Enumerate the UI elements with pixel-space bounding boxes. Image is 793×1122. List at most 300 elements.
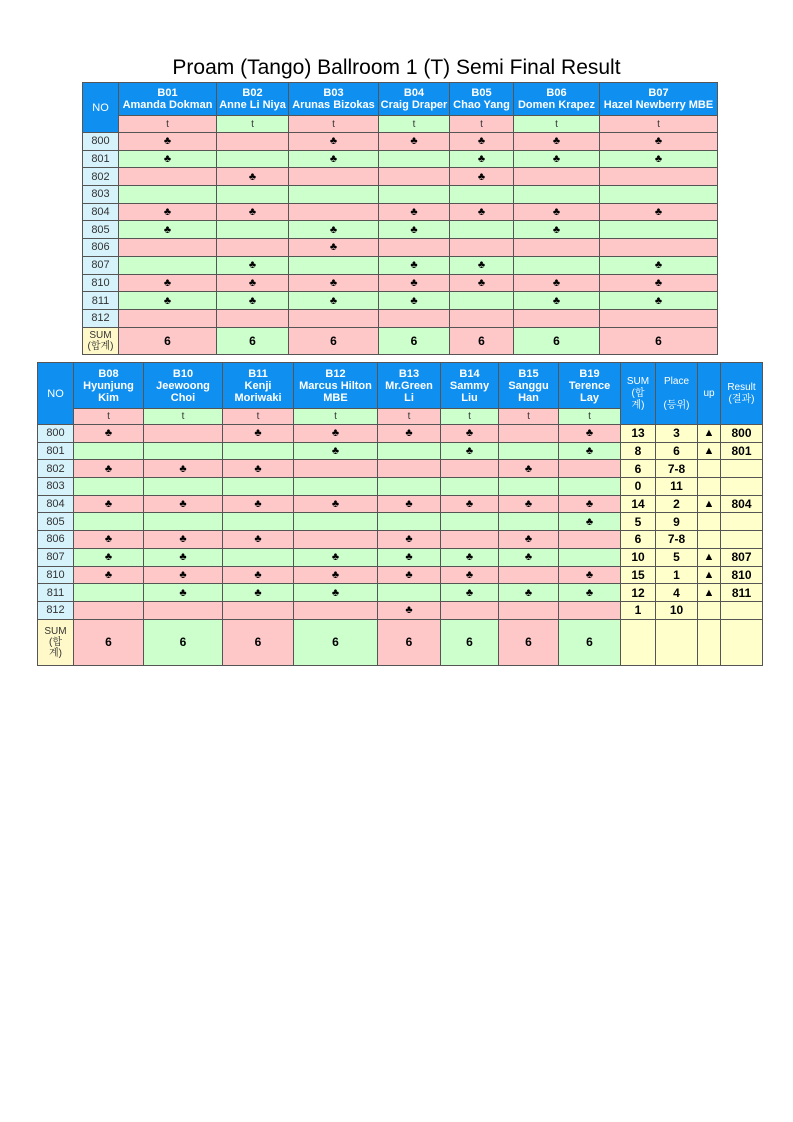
mark-cell: ♣	[294, 425, 378, 443]
result-result: 804	[721, 495, 763, 513]
mark-cell	[378, 442, 441, 460]
judge-code: B13	[398, 367, 420, 380]
result-place: 5	[656, 548, 698, 566]
dance-label: t	[144, 409, 223, 425]
row-number: 812	[38, 601, 74, 619]
judge-name: Amanda Dokman	[122, 99, 213, 111]
mark-cell	[119, 309, 217, 327]
mark-cell: ♣	[289, 274, 379, 292]
mark-cell: ♣	[294, 442, 378, 460]
mark-cell	[294, 513, 378, 531]
table-row	[38, 513, 763, 531]
mark-cell	[119, 186, 217, 204]
row-number: 803	[83, 186, 119, 204]
row-number: 811	[83, 292, 119, 310]
mark-cell	[294, 531, 378, 549]
table-row	[83, 292, 718, 310]
row-number: 804	[83, 203, 119, 221]
judge-name: Domen Krapez	[517, 99, 596, 111]
mark-cell	[217, 186, 289, 204]
mark-cell	[223, 513, 294, 531]
mark-cell	[559, 601, 621, 619]
mark-cell	[600, 186, 718, 204]
table-row	[38, 531, 763, 549]
result-up	[698, 478, 721, 496]
mark-cell	[559, 548, 621, 566]
mark-cell: ♣	[441, 584, 499, 602]
mark-cell: ♣	[119, 292, 217, 310]
dance-label: t	[74, 409, 144, 425]
mark-cell	[217, 133, 289, 151]
results-table-top	[82, 82, 718, 355]
dance-label: t	[600, 116, 718, 133]
row-number: 807	[38, 548, 74, 566]
judge-sum: 6	[294, 619, 378, 665]
mark-cell: ♣	[514, 133, 600, 151]
mark-cell: ♣	[74, 460, 144, 478]
row-number: 810	[38, 566, 74, 584]
judge-sum: 6	[217, 327, 289, 354]
mark-cell: ♣	[223, 425, 294, 443]
table-row	[38, 601, 763, 619]
mark-cell: ♣	[144, 548, 223, 566]
mark-cell	[514, 309, 600, 327]
mark-cell: ♣	[223, 584, 294, 602]
mark-cell	[450, 292, 514, 310]
result-up: ▲	[698, 548, 721, 566]
result-sum: 10	[621, 548, 656, 566]
table-row	[83, 150, 718, 168]
table-row	[38, 495, 763, 513]
mark-cell: ♣	[294, 495, 378, 513]
mark-cell	[289, 186, 379, 204]
mark-cell: ♣	[559, 442, 621, 460]
table-row	[38, 566, 763, 584]
mark-cell	[217, 221, 289, 239]
result-sum: 8	[621, 442, 656, 460]
results-table-bottom	[37, 362, 763, 666]
judge-sum: 6	[289, 327, 379, 354]
up-header: up	[698, 363, 721, 425]
judge-sum: 6	[441, 619, 499, 665]
mark-cell	[499, 513, 559, 531]
mark-cell: ♣	[450, 203, 514, 221]
header-line: Place	[663, 375, 689, 387]
row-number: 800	[83, 133, 119, 151]
dance-label: t	[499, 409, 559, 425]
mark-cell	[378, 584, 441, 602]
dance-label: t	[514, 116, 600, 133]
judge-name: Lay	[580, 391, 599, 404]
mark-cell: ♣	[289, 292, 379, 310]
mark-cell: ♣	[223, 460, 294, 478]
mark-cell: ♣	[378, 425, 441, 443]
result-result	[721, 513, 763, 531]
header-line: (합	[49, 636, 62, 648]
sum-label	[38, 619, 74, 665]
judge-sum: 6	[74, 619, 144, 665]
mark-cell: ♣	[74, 548, 144, 566]
header-line: (합계)	[87, 340, 114, 352]
judge-name: Choi	[170, 391, 196, 404]
judge-header-b14	[441, 363, 499, 409]
judge-header-b19	[559, 363, 621, 409]
mark-cell	[499, 566, 559, 584]
judge-header-b10	[144, 363, 223, 409]
judge-header-b04	[379, 83, 450, 116]
dance-label: t	[217, 116, 289, 133]
judge-header-b08	[74, 363, 144, 409]
judge-sum: 6	[499, 619, 559, 665]
mark-cell	[217, 239, 289, 257]
judge-code: B14	[459, 367, 480, 380]
row-number: 812	[83, 309, 119, 327]
judge-code: B03	[323, 87, 344, 99]
judge-header-b03	[289, 83, 379, 116]
mark-cell: ♣	[294, 548, 378, 566]
mark-cell: ♣	[144, 566, 223, 584]
judge-header-b06	[514, 83, 600, 116]
mark-cell	[600, 168, 718, 186]
result-up	[698, 531, 721, 549]
judge-header-row	[83, 83, 718, 116]
mark-cell	[289, 168, 379, 186]
table-row	[83, 274, 718, 292]
judge-code: B15	[518, 367, 539, 380]
judge-name: Li	[404, 391, 414, 404]
mark-cell	[379, 309, 450, 327]
mark-cell: ♣	[600, 150, 718, 168]
dance-label: t	[289, 116, 379, 133]
result-sum: 13	[621, 425, 656, 443]
mark-cell	[514, 168, 600, 186]
mark-cell: ♣	[379, 221, 450, 239]
result-empty	[721, 619, 763, 665]
mark-cell: ♣	[499, 460, 559, 478]
result-sum: 6	[621, 460, 656, 478]
mark-cell	[144, 425, 223, 443]
mark-cell: ♣	[217, 256, 289, 274]
judge-code: B05	[471, 87, 492, 99]
sum-row	[83, 327, 718, 354]
judge-header-b12	[294, 363, 378, 409]
mark-cell	[217, 150, 289, 168]
result-result	[721, 460, 763, 478]
mark-cell	[223, 442, 294, 460]
result-up	[698, 601, 721, 619]
judge-code: B08	[98, 367, 119, 380]
row-number: 811	[38, 584, 74, 602]
result-place: 7-8	[656, 531, 698, 549]
header-line: (결과)	[728, 393, 755, 405]
judge-sum: 6	[144, 619, 223, 665]
table-row	[83, 239, 718, 257]
judge-name: Han	[518, 391, 539, 404]
mark-cell: ♣	[499, 548, 559, 566]
mark-cell: ♣	[499, 584, 559, 602]
mark-cell: ♣	[223, 531, 294, 549]
result-result	[721, 601, 763, 619]
mark-cell	[74, 442, 144, 460]
judge-name: Chao Yang	[453, 99, 510, 111]
judge-header-b11	[223, 363, 294, 409]
result-place: 7-8	[656, 460, 698, 478]
row-number: 803	[38, 478, 74, 496]
header-line: (합	[631, 387, 645, 399]
row-number: 810	[83, 274, 119, 292]
row-number: 805	[38, 513, 74, 531]
judge-name: Terence	[568, 379, 611, 392]
mark-cell	[379, 150, 450, 168]
result-result: 801	[721, 442, 763, 460]
result-result	[721, 531, 763, 549]
table-row	[83, 133, 718, 151]
result-up: ▲	[698, 495, 721, 513]
mark-cell: ♣	[514, 203, 600, 221]
result-up	[698, 513, 721, 531]
judge-header-row	[38, 363, 763, 409]
mark-cell	[559, 531, 621, 549]
mark-cell: ♣	[144, 531, 223, 549]
row-number: 807	[83, 256, 119, 274]
mark-cell	[499, 425, 559, 443]
mark-cell	[441, 601, 499, 619]
mark-cell	[223, 478, 294, 496]
row-number: 806	[38, 531, 74, 549]
mark-cell	[600, 221, 718, 239]
mark-cell	[600, 309, 718, 327]
mark-cell	[119, 256, 217, 274]
table-row	[38, 460, 763, 478]
mark-cell	[74, 513, 144, 531]
mark-cell	[514, 186, 600, 204]
mark-cell	[379, 239, 450, 257]
row-number: 805	[83, 221, 119, 239]
mark-cell	[289, 256, 379, 274]
mark-cell: ♣	[514, 292, 600, 310]
table-row	[83, 203, 718, 221]
result-place: 1	[656, 566, 698, 584]
table-row	[83, 168, 718, 186]
header-line: SUM	[44, 625, 67, 637]
judge-header-b13	[378, 363, 441, 409]
mark-cell: ♣	[294, 584, 378, 602]
judge-name: Sanggu	[508, 379, 549, 392]
judge-code: B07	[648, 87, 669, 99]
mark-cell: ♣	[514, 221, 600, 239]
result-result: 807	[721, 548, 763, 566]
judge-name: Jeewoong	[156, 379, 210, 392]
table-row	[83, 309, 718, 327]
row-number: 804	[38, 495, 74, 513]
judge-sum: 6	[600, 327, 718, 354]
mark-cell	[514, 256, 600, 274]
header-line: Result	[727, 381, 756, 393]
mark-cell: ♣	[514, 274, 600, 292]
judge-header-b05	[450, 83, 514, 116]
mark-cell	[499, 601, 559, 619]
row-number: 806	[83, 239, 119, 257]
judge-code: B02	[242, 87, 263, 99]
mark-cell	[499, 442, 559, 460]
mark-cell: ♣	[74, 566, 144, 584]
mark-cell: ♣	[119, 133, 217, 151]
judge-name: Sammy	[449, 379, 490, 392]
mark-cell: ♣	[217, 203, 289, 221]
mark-cell: ♣	[378, 495, 441, 513]
mark-cell	[450, 221, 514, 239]
mark-cell	[119, 239, 217, 257]
row-number: 801	[38, 442, 74, 460]
table-row	[38, 548, 763, 566]
mark-cell	[441, 531, 499, 549]
table-row	[38, 425, 763, 443]
mark-cell: ♣	[223, 495, 294, 513]
mark-cell	[74, 601, 144, 619]
result-up	[698, 460, 721, 478]
table-row	[38, 478, 763, 496]
mark-cell: ♣	[378, 548, 441, 566]
judge-code: B06	[546, 87, 567, 99]
mark-cell: ♣	[144, 460, 223, 478]
mark-cell: ♣	[450, 150, 514, 168]
dance-label: t	[378, 409, 441, 425]
result-place: 3	[656, 425, 698, 443]
mark-cell	[600, 239, 718, 257]
mark-cell: ♣	[559, 566, 621, 584]
mark-cell: ♣	[289, 150, 379, 168]
result-place: 9	[656, 513, 698, 531]
mark-cell: ♣	[289, 239, 379, 257]
row-number: 801	[83, 150, 119, 168]
mark-cell: ♣	[600, 292, 718, 310]
mark-cell	[441, 513, 499, 531]
mark-cell: ♣	[379, 292, 450, 310]
result-header	[721, 363, 763, 425]
result-result	[721, 478, 763, 496]
mark-cell: ♣	[600, 203, 718, 221]
judge-code: B19	[579, 367, 600, 380]
sum-row	[38, 619, 763, 665]
mark-cell	[119, 168, 217, 186]
judge-name: Hazel Newberry MBE	[603, 99, 714, 111]
dance-label: t	[441, 409, 499, 425]
row-number: 802	[83, 168, 119, 186]
judge-name: Anne Li Niya	[219, 99, 286, 111]
dance-row	[83, 116, 718, 133]
mark-cell	[559, 478, 621, 496]
result-place: 10	[656, 601, 698, 619]
table-row	[83, 186, 718, 204]
mark-cell: ♣	[144, 584, 223, 602]
header-line: 계)	[49, 647, 62, 659]
result-empty	[621, 619, 656, 665]
mark-cell: ♣	[450, 274, 514, 292]
judge-sum: 6	[450, 327, 514, 354]
mark-cell	[559, 460, 621, 478]
mark-cell: ♣	[441, 442, 499, 460]
mark-cell	[441, 478, 499, 496]
judge-sum: 6	[378, 619, 441, 665]
mark-cell	[514, 239, 600, 257]
mark-cell: ♣	[379, 274, 450, 292]
dance-label: t	[119, 116, 217, 133]
mark-cell: ♣	[450, 133, 514, 151]
judge-name: Liu	[461, 391, 478, 404]
judge-name: Kim	[98, 391, 119, 404]
mark-cell	[294, 478, 378, 496]
mark-cell	[450, 239, 514, 257]
mark-cell: ♣	[294, 566, 378, 584]
result-place: 4	[656, 584, 698, 602]
mark-cell: ♣	[559, 495, 621, 513]
judge-name: Hyunjung	[83, 379, 134, 392]
mark-cell	[450, 309, 514, 327]
result-empty	[698, 619, 721, 665]
mark-cell: ♣	[450, 256, 514, 274]
table-row	[83, 221, 718, 239]
judge-sum: 6	[559, 619, 621, 665]
mark-cell: ♣	[600, 274, 718, 292]
mark-cell: ♣	[379, 256, 450, 274]
judge-name: MBE	[323, 391, 348, 404]
mark-cell: ♣	[74, 495, 144, 513]
mark-cell: ♣	[289, 133, 379, 151]
judge-sum: 6	[379, 327, 450, 354]
mark-cell: ♣	[119, 150, 217, 168]
mark-cell	[294, 601, 378, 619]
result-result: 800	[721, 425, 763, 443]
mark-cell	[74, 584, 144, 602]
mark-cell: ♣	[379, 203, 450, 221]
result-sum: 6	[621, 531, 656, 549]
mark-cell	[379, 186, 450, 204]
judge-header-b15	[499, 363, 559, 409]
mark-cell	[450, 186, 514, 204]
mark-cell: ♣	[450, 168, 514, 186]
result-place: 6	[656, 442, 698, 460]
mark-cell: ♣	[119, 203, 217, 221]
result-result: 810	[721, 566, 763, 584]
judge-name: Craig Draper	[380, 99, 448, 111]
mark-cell	[499, 478, 559, 496]
mark-cell: ♣	[144, 495, 223, 513]
judge-header-b01	[119, 83, 217, 116]
header-line: (등위)	[663, 399, 690, 411]
mark-cell	[144, 513, 223, 531]
mark-cell	[217, 309, 289, 327]
dance-label: t	[559, 409, 621, 425]
mark-cell: ♣	[74, 531, 144, 549]
sum-header	[621, 363, 656, 425]
mark-cell	[294, 460, 378, 478]
no-header: NO	[38, 363, 74, 425]
result-up: ▲	[698, 425, 721, 443]
judge-code: B10	[172, 367, 194, 380]
mark-cell: ♣	[499, 531, 559, 549]
judge-name: Kenji	[244, 379, 272, 392]
mark-cell	[223, 601, 294, 619]
mark-cell: ♣	[441, 548, 499, 566]
mark-cell: ♣	[600, 256, 718, 274]
mark-cell	[378, 478, 441, 496]
mark-cell	[441, 460, 499, 478]
mark-cell: ♣	[514, 150, 600, 168]
judge-name: Mr.Green	[385, 379, 433, 392]
dance-label: t	[223, 409, 294, 425]
mark-cell: ♣	[119, 274, 217, 292]
mark-cell: ♣	[559, 513, 621, 531]
